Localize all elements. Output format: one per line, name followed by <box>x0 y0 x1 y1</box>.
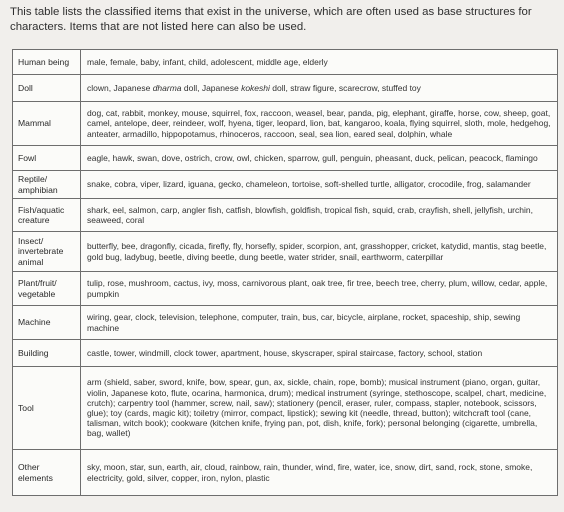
category-cell: Human being <box>13 50 81 75</box>
table-row <box>13 75 558 102</box>
table-row <box>13 450 558 496</box>
items-text: clown, Japanese <box>87 82 153 93</box>
items-cell: arm (shield, saber, sword, knife, bow, spear, gun, ax, sickle, chain, rope, bomb); musical instrument (piano, organ, guitar, violin, Japanese koto, flute, ocarina, harmonica, drum); medical instrument (syringe, stethoscope, scalpel, chart, medicine, crutch); carpentry tool (hammer, screw, nail, saw); stationery (pencil, eraser, ruler, compass, stapler, notebook, scissors, glue); toy (cards, magic kit); toiletry (mirror, compact, lipstick); sewing kit (needle, thread, button); witchcraft tool (cane, talisman, witch book); cookware (kitchen knife, frying pan, pot, dish, knife, fork); personal belonging (cigarette, umbrella, bag, wallet) <box>81 367 558 450</box>
table-row <box>13 232 558 272</box>
category-cell: Reptile/ amphibian <box>13 171 81 199</box>
table-row <box>13 146 558 171</box>
table-row <box>13 340 558 367</box>
intro-text: This table lists the classified items that exist in the universe, which are often used as base structures for characters. Items that are not listed here can also be used. <box>10 6 532 33</box>
table-row <box>13 50 558 75</box>
category-cell: Mammal <box>13 102 81 146</box>
items-cell: snake, cobra, viper, lizard, iguana, gecko, chameleon, tortoise, soft-shelled turtle, alligator, crocodile, frog, salamander <box>81 171 558 199</box>
category-cell: Fowl <box>13 146 81 171</box>
items-cell: male, female, baby, infant, child, adolescent, middle age, elderly <box>81 50 558 75</box>
category-cell: Fish/aquatic creature <box>13 199 81 232</box>
items-text-italic: dharma <box>152 82 182 93</box>
items-text-italic: kokeshi <box>241 82 270 93</box>
items-cell: tulip, rose, mushroom, cactus, ivy, moss, carnivorous plant, oak tree, fir tree, beech tree, cherry, plum, willow, cedar, apple, pumpkin <box>81 272 558 306</box>
items-cell <box>81 75 558 102</box>
items-cell: wiring, gear, clock, television, telephone, computer, train, bus, car, bicycle, airplane, rocket, spaceship, ship, sewing machine <box>81 306 558 340</box>
category-cell: Building <box>13 340 81 367</box>
items-cell: sky, moon, star, sun, earth, air, cloud, rainbow, rain, thunder, wind, fire, water, ice, snow, dirt, sand, rock, stone, smoke, electricity, gold, silver, copper, iron, nylon, plastic <box>81 450 558 496</box>
items-text: doll, Japanese <box>181 82 242 93</box>
items-cell: shark, eel, salmon, carp, angler fish, catfish, blowfish, goldfish, tropical fish, squid, crab, crayfish, shell, jellyfish, urchin, seaweed, coral <box>81 199 558 232</box>
classification-table <box>12 49 558 496</box>
table-row <box>13 272 558 306</box>
table-row <box>13 306 558 340</box>
category-cell: Other elements <box>13 450 81 496</box>
category-cell: Plant/fruit/ vegetable <box>13 272 81 306</box>
items-cell: dog, cat, rabbit, monkey, mouse, squirrel, fox, raccoon, weasel, bear, panda, pig, elephant, giraffe, horse, cow, sheep, goat, camel, antelope, deer, reindeer, wolf, hyena, tiger, leopard, lion, bat, kangaroo, koala, flying squirrel, sloth, mole, hedgehog, anteater, armadillo, hippopotamus, rhinoceros, raccoon, seal, sea lion, eared seal, dolphin, whale <box>81 102 558 146</box>
table-row <box>13 367 558 450</box>
table-row <box>13 199 558 232</box>
table-row <box>13 171 558 199</box>
items-cell: castle, tower, windmill, clock tower, apartment, house, skyscraper, spiral staircase, factory, school, station <box>81 340 558 367</box>
items-cell: butterfly, bee, dragonfly, cicada, firefly, fly, horsefly, spider, scorpion, ant, grasshopper, cricket, katydid, mantis, stag beetle, gold bug, ladybug, beetle, diving beetle, dung beetle, water strider, snail, earthworm, caterpillar <box>81 232 558 272</box>
category-cell: Tool <box>13 367 81 450</box>
category-cell: Machine <box>13 306 81 340</box>
items-text: doll, straw figure, scarecrow, stuffed toy <box>269 82 421 93</box>
category-cell: Insect/ invertebrate animal <box>13 232 81 272</box>
table-row <box>13 102 558 146</box>
items-cell: eagle, hawk, swan, dove, ostrich, crow, owl, chicken, sparrow, gull, penguin, pheasant, duck, pelican, peacock, flamingo <box>81 146 558 171</box>
category-cell: Doll <box>13 75 81 102</box>
